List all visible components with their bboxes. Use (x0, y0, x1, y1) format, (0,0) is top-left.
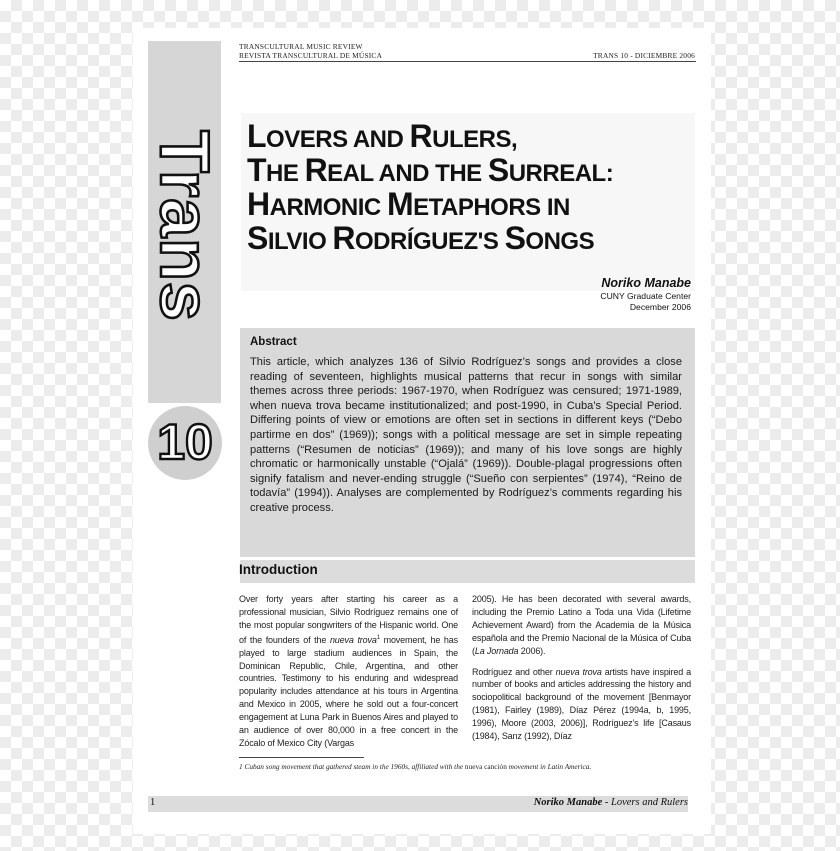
journal-name-es: REVISTA TRANSCULTURAL DE MÚSICA (239, 51, 383, 60)
body-paragraph: Over forty years after starting his career as a professional musician, Silvio Rodríguez remains one of the most popular songwriters of the Hispanic world. One of the founders of the nueva trova$^1$ movement, he has played to large stadium audiences in Spain, the Dominican Republic, Chile, Argentina, and other countries. Testimony to his enduring and widespread popularity includes attendance at his tours in Argentina and Mexico in 2005, where he sold out a four-concert engagement at Luna Park in Buenos Aires and played to an audience of over 80,000 in a free concert in the Zócalo of Mexico City (Vargas (239, 594, 458, 748)
document-page (133, 28, 711, 834)
title-line-3: HARMONIC METAPHORS IN (247, 186, 570, 222)
author-affiliation: CUNY Graduate Center (600, 291, 691, 301)
body-column-left (239, 593, 458, 758)
header-rule (239, 61, 696, 62)
body-paragraph: Rodríguez and other nueva trova artists have inspired a number of books and articles addressing the history and sociopolitical background of the movement [Benmayor (1981), Fairley (1989), Díaz Pérez (1994a, b, 1995, 1996), Moore (2003, 2006)], Rodríguez’s life [Casaus (1984), Sanz (1992), Díaz (472, 666, 691, 742)
intro-heading: Introduction (239, 562, 318, 577)
issue-label: TRANS 10 - DICIEMBRE 2006 (593, 51, 695, 60)
trans-logo: Trans (146, 130, 224, 322)
running-footer: Noriko Manabe - Lovers and Rulers (533, 797, 688, 808)
abstract-heading: Abstract (250, 336, 297, 348)
title-line-1: LOVERS AND RULERS, (247, 118, 518, 154)
body-column-right (472, 593, 691, 751)
footnote: 1 Cuban song movement that gathered steam in the 1960s, affiliated with the nueva canción movement in Latin America. (239, 762, 592, 771)
title-line-2: THE REAL AND THE SURREAL: (247, 152, 614, 188)
page-number: 1 (150, 797, 156, 808)
footnote-rule (239, 757, 364, 758)
issue-number: 10 (157, 414, 213, 470)
abstract-text: This article, which analyzes 136 of Silvio Rodríguez’s songs and provides a close reading of seventeen, highlights musical patterns that recur in songs with similar themes across three periods: 1967-1970, when Rodríguez was censured; 1971-1989, when nueva trova became institutionalized; and post-1990, in Cuba’s Special Period. Differing points of view or emotions are often set in sections in different keys (“Debo partirme en dos” (1969)); songs with a political message are set in simple repeating patterns (“Resumen de noticias” (1969)); and many of his love songs are highly chromatic or harmonically unstable (“Ojalá” (1969)). Double-plagal progressions often signify fatalism and never-ending struggle (“Sueño con serpientes” (1974), “Reino de todavía” (1994)). Analyses are complemented by Rodríguez’s comments regarding his creative process. (250, 356, 682, 514)
title-line-4: SILVIO RODRÍGUEZ'S SONGS (247, 220, 595, 256)
author-name: Noriko Manabe (601, 276, 691, 290)
author-date: December 2006 (629, 302, 691, 312)
body-paragraph: 2005). He has been decorated with several awards, including the Premio Latino a Toda una Vida (Lifetime Achievement Award) from the Academia de la Música española and the Premio Nacional de la Música of Cuba (La Jornada 2006). (472, 594, 691, 656)
footnote-ref[interactable]: 1 (376, 634, 380, 641)
journal-name-en: TRANSCULTURAL MUSIC REVIEW (239, 42, 363, 51)
